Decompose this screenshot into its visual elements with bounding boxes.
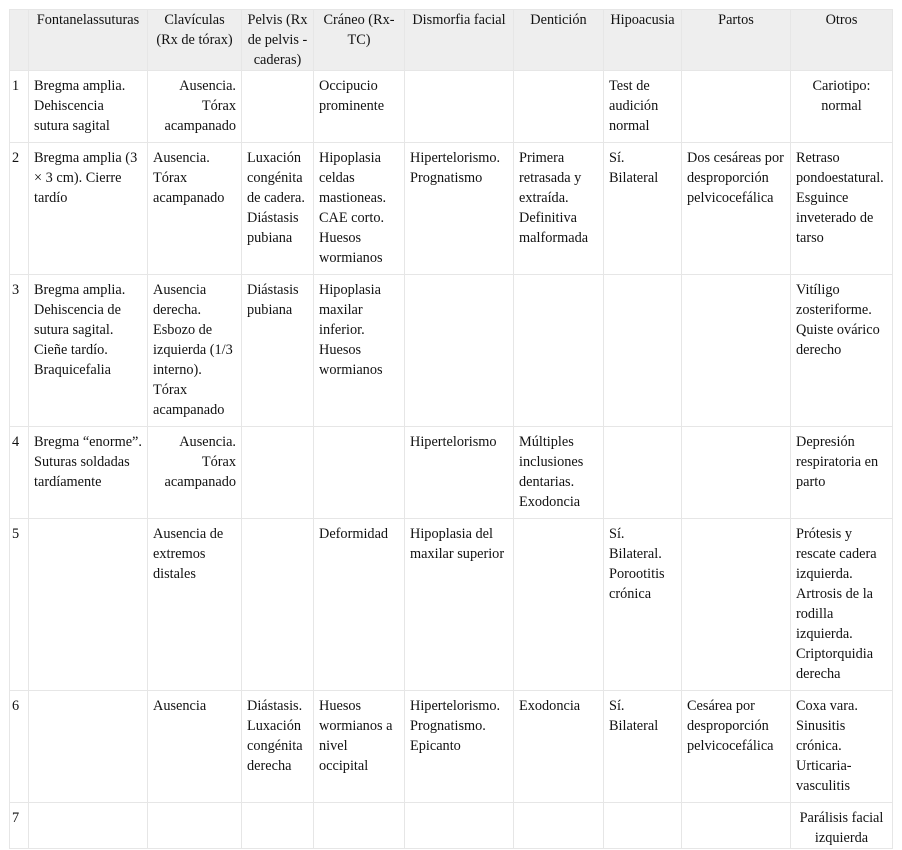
table-cell	[604, 427, 682, 519]
table-cell: Sí. Bilateral	[604, 143, 682, 275]
table-cell	[682, 427, 791, 519]
header-cell-partos: Partos	[682, 10, 791, 71]
table-cell	[682, 275, 791, 427]
table-cell: Ausencia derecha. Esbozo de izquierda (1/3 interno). Tórax acampanado	[148, 275, 242, 427]
table-cell	[604, 275, 682, 427]
table-cell	[682, 71, 791, 143]
header-cell-denticion: Dentición	[514, 10, 604, 71]
table-cell: Huesos wormianos a nivel occipital	[314, 691, 405, 803]
header-cell-hipoacusia: Hipoacusia	[604, 10, 682, 71]
table-row	[10, 803, 893, 849]
table-cell: Retraso pondoestatural. Esguince inveterado de tarso	[791, 143, 893, 275]
table-cell	[514, 519, 604, 691]
table-cell	[314, 803, 405, 849]
case-number-cell: 7	[10, 803, 29, 849]
table-cell: Hipoplasia del maxilar superior	[405, 519, 514, 691]
table-cell: Bregma amplia (3 × 3 cm). Cierre tardío	[29, 143, 148, 275]
table-cell: Ausencia. Tórax acampanado	[148, 143, 242, 275]
table-header	[10, 10, 893, 71]
table-cell	[29, 519, 148, 691]
table-cell: Test de audición normal	[604, 71, 682, 143]
table-cell	[514, 71, 604, 143]
table-cell: Depresión respiratoria en parto	[791, 427, 893, 519]
case-number-cell: 5	[10, 519, 29, 691]
table-cell: Bregma amplia. Dehiscencia de sutura sagital. Cieñe tardío. Braquicefalia	[29, 275, 148, 427]
header-row	[10, 10, 893, 71]
table-cell	[242, 71, 314, 143]
table-cell: Ausencia. Tórax acampanado	[148, 427, 242, 519]
case-number-cell: 4	[10, 427, 29, 519]
table-cell: Dos cesáreas por desproporción pelvicocefálica	[682, 143, 791, 275]
table-cell	[514, 275, 604, 427]
table-cell	[242, 803, 314, 849]
table-cell	[514, 803, 604, 849]
table-cell: Cesárea por desproporción pelvicocefálica	[682, 691, 791, 803]
header-cell-claviculas: Clavículas (Rx de tórax)	[148, 10, 242, 71]
table-cell	[148, 803, 242, 849]
table-cell: Prótesis y rescate cadera izquierda. Artrosis de la rodilla izquierda. Criptorquidia derecha	[791, 519, 893, 691]
table-cell: Ausencia	[148, 691, 242, 803]
table-cell: Cariotipo: normal	[791, 71, 893, 143]
clinical-features-table	[9, 9, 893, 849]
table-cell: Coxa vara. Sinusitis crónica. Urticaria-vasculitis	[791, 691, 893, 803]
table-cell: Hipoplasia maxilar inferior. Huesos wormianos	[314, 275, 405, 427]
header-cell-craneo: Cráneo (Rx-TC)	[314, 10, 405, 71]
case-number-cell: 2	[10, 143, 29, 275]
header-cell-dismorfia: Dismorfia facial	[405, 10, 514, 71]
table-cell: Primera retrasada y extraída. Definitiva malformada	[514, 143, 604, 275]
case-number-cell: 3	[10, 275, 29, 427]
table-cell: Múltiples inclusiones dentarias. Exodoncia	[514, 427, 604, 519]
table-cell: Sí. Bilateral. Porootitis crónica	[604, 519, 682, 691]
table-cell: Ausencia. Tórax acampanado	[148, 71, 242, 143]
table-row	[10, 427, 893, 519]
table-cell	[242, 427, 314, 519]
table-row	[10, 143, 893, 275]
table-cell: Hipertelorismo. Prognatismo. Epicanto	[405, 691, 514, 803]
table-row	[10, 519, 893, 691]
table-cell	[242, 519, 314, 691]
table-cell: Vitíligo zosteriforme. Quiste ovárico derecho	[791, 275, 893, 427]
table-cell: Hipertelorismo	[405, 427, 514, 519]
table-cell	[29, 691, 148, 803]
table-cell	[405, 71, 514, 143]
table-cell	[682, 803, 791, 849]
table-row	[10, 691, 893, 803]
table-cell: Hipoplasia celdas mastioneas. CAE corto. Huesos wormianos	[314, 143, 405, 275]
case-number-cell: 1	[10, 71, 29, 143]
table-cell: Luxación congénita de cadera. Diástasis pubiana	[242, 143, 314, 275]
header-cell-pelvis: Pelvis (Rx de pelvis - caderas)	[242, 10, 314, 71]
table-cell	[314, 427, 405, 519]
table-cell: Diástasis. Luxación congénita derecha	[242, 691, 314, 803]
table-body	[10, 71, 893, 849]
header-cell-fontanelas: Fontanelassuturas	[29, 10, 148, 71]
table-cell: Ausencia de extremos distales	[148, 519, 242, 691]
table-cell: Parálisis facial izquierda	[791, 803, 893, 849]
table-cell: Exodoncia	[514, 691, 604, 803]
table-cell: Sí. Bilateral	[604, 691, 682, 803]
table-cell: Bregma amplia. Dehiscencia sutura sagital	[29, 71, 148, 143]
table-cell	[405, 275, 514, 427]
table-cell: Deformidad	[314, 519, 405, 691]
table-cell: Bregma “enorme”. Suturas soldadas tardíamente	[29, 427, 148, 519]
table-cell	[405, 803, 514, 849]
table-cell: Occipucio prominente	[314, 71, 405, 143]
table-cell	[29, 803, 148, 849]
table-cell	[682, 519, 791, 691]
case-number-cell: 6	[10, 691, 29, 803]
table-cell: Diástasis pubiana	[242, 275, 314, 427]
header-cell-case	[10, 10, 29, 71]
table-cell: Hipertelorismo. Prognatismo	[405, 143, 514, 275]
table-cell	[604, 803, 682, 849]
table-row	[10, 275, 893, 427]
header-cell-otros: Otros	[791, 10, 893, 71]
table-row	[10, 71, 893, 143]
